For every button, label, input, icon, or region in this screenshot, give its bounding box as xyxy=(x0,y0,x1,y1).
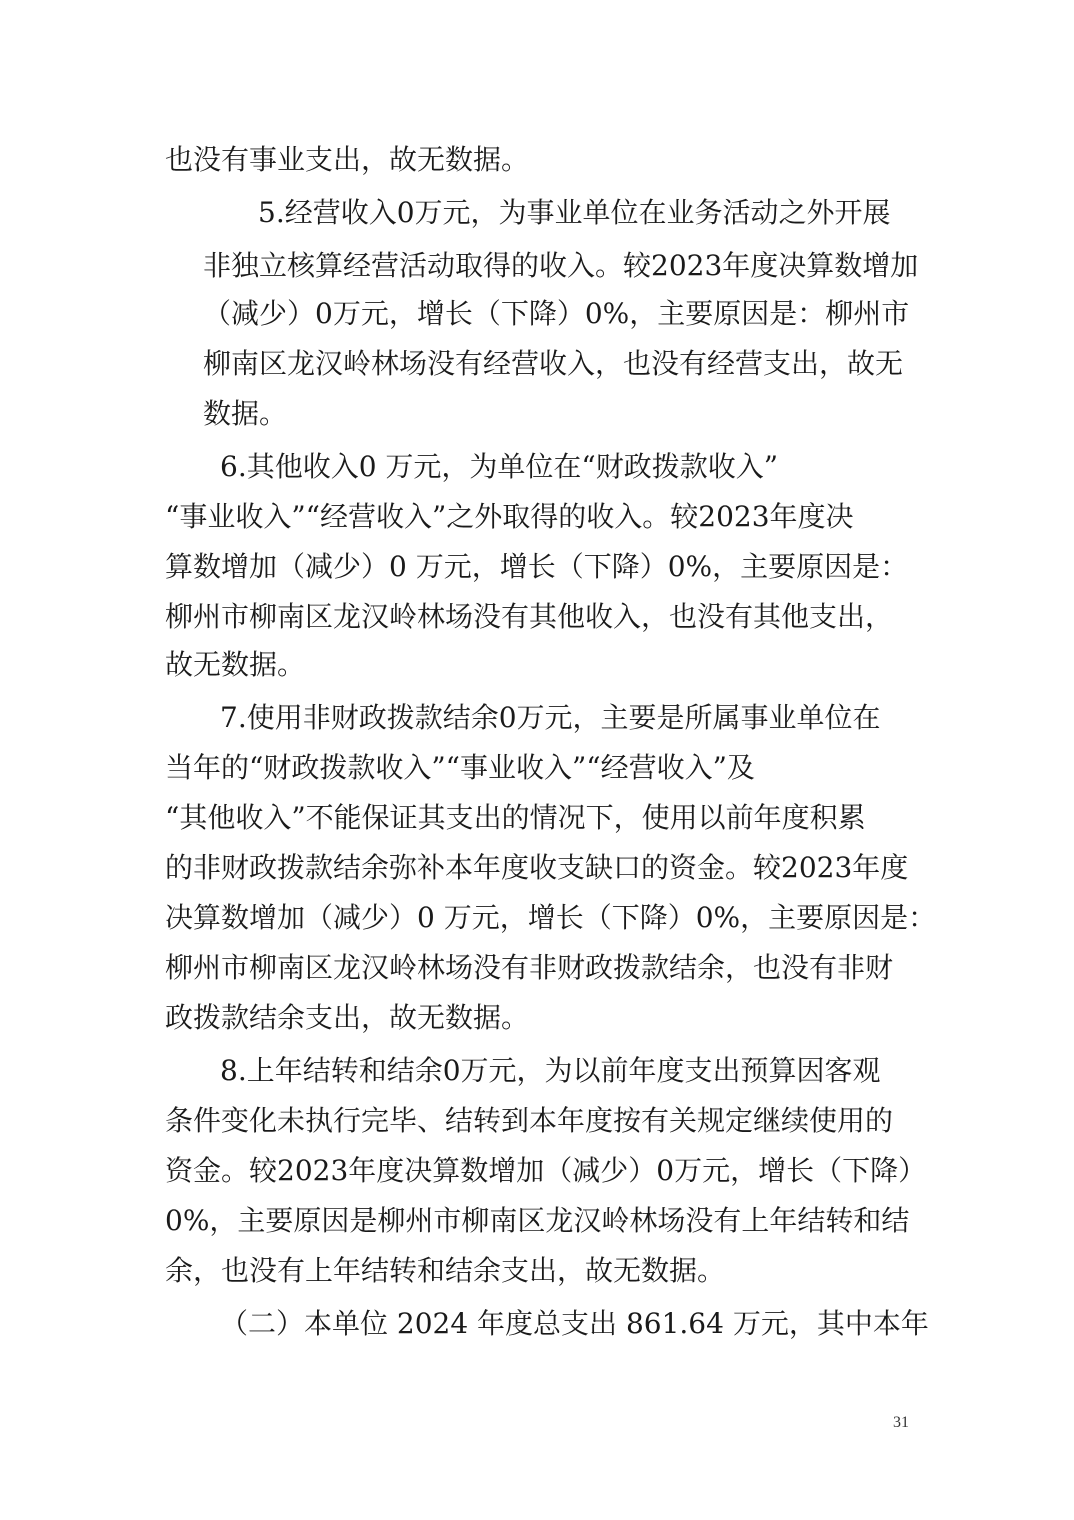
text-line: 的非财政拨款结余弥补本年度收支缺口的资金。较2023年度 xyxy=(165,851,909,884)
text-line: 算数增加（减少）0 万元，增长（下降）0%，主要原因是： xyxy=(165,550,909,583)
text-line: 柳州市柳南区龙汉岭林场没有非财政拨款结余，也没有非财 xyxy=(165,951,894,984)
text-line: （减少）0万元，增长（下降）0%，主要原因是：柳州市 xyxy=(203,297,910,330)
text-line: 6.其他收入0 万元，为单位在“财政拨款收入” xyxy=(220,450,779,483)
page-number: 31 xyxy=(893,1414,909,1431)
text-line: “事业收入”“经营收入”之外取得的收入。较2023年度决 xyxy=(165,500,854,533)
text-line: 资金。较2023年度决算数增加（减少）0万元，增长（下降） xyxy=(165,1154,927,1187)
text-line: “其他收入”不能保证其支出的情况下，使用以前年度积累 xyxy=(165,801,866,834)
text-line: 决算数增加（减少）0 万元，增长（下降）0%，主要原因是： xyxy=(165,901,937,934)
text-line: 非独立核算经营活动取得的收入。较2023年度决算数增加 xyxy=(203,249,919,282)
text-line: 也没有事业支出，故无数据。 xyxy=(165,143,530,176)
text-line: 政拨款结余支出，故无数据。 xyxy=(165,1001,530,1034)
text-line: 条件变化未执行完毕、结转到本年度按有关规定继续使用的 xyxy=(165,1104,894,1137)
text-line: 0%，主要原因是柳州市柳南区龙汉岭林场没有上年结转和结 xyxy=(165,1204,910,1237)
text-line: 数据。 xyxy=(203,397,288,430)
text-line: 余，也没有上年结转和结余支出，故无数据。 xyxy=(165,1254,726,1287)
text-line: 8.上年结转和结余0万元，为以前年度支出预算因客观 xyxy=(220,1054,881,1087)
text-line: （二）本单位 2024 年度总支出 861.64 万元，其中本年 xyxy=(220,1307,929,1340)
text-line: 7.使用非财政拨款结余0万元，主要是所属事业单位在 xyxy=(220,701,881,734)
text-line: 柳州市柳南区龙汉岭林场没有其他收入，也没有其他支出， xyxy=(165,600,894,633)
text-line: 故无数据。 xyxy=(165,648,306,681)
text-line: 5.经营收入0万元，为事业单位在业务活动之外开展 xyxy=(258,196,891,229)
text-line: 当年的“财政拨款收入”“事业收入”“经营收入”及 xyxy=(165,751,755,784)
text-line: 柳南区龙汉岭林场没有经营收入，也没有经营支出，故无 xyxy=(203,347,904,380)
